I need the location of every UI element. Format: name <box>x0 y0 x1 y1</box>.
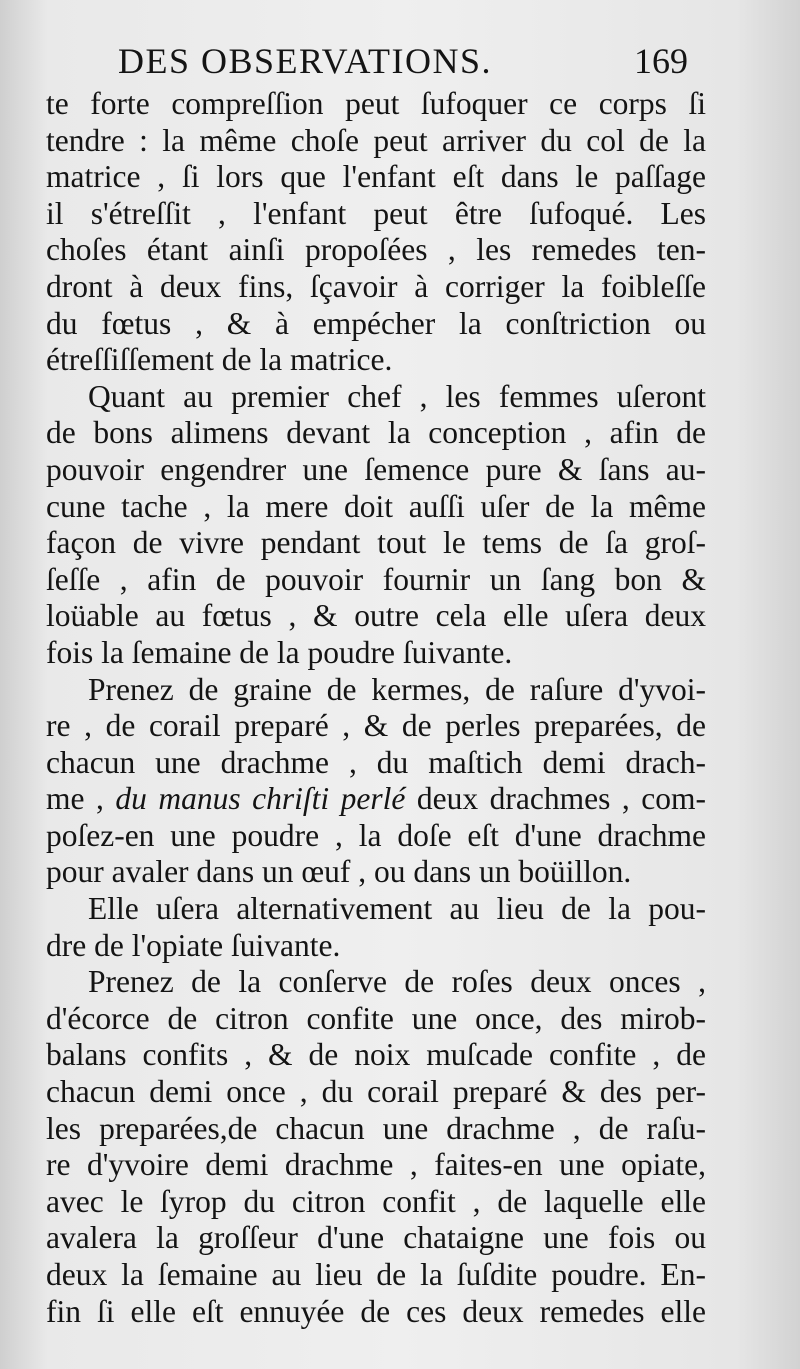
text-line: avalera la groſſeur d'une chataigne une fois ou <box>46 1220 706 1256</box>
italic-term: du manus chriſti perlé <box>115 781 406 817</box>
text-line: deux la ſemaine au lieu de la ſuſdite poudre. En- <box>46 1257 706 1292</box>
text-line: fin ſi elle eſt ennuyée de ces deux remedes elle <box>46 1293 706 1329</box>
text-line: matrice , ſi lors que l'enfant eſt dans le paſſage <box>46 159 706 195</box>
text-segment: me , <box>46 781 116 817</box>
text-line-with-italic <box>46 781 706 818</box>
paragraph-1 <box>46 86 706 379</box>
paragraph-3 <box>46 672 706 892</box>
text-line: ſeſſe , afin de pouvoir fournir un ſang bon & <box>46 561 706 597</box>
text-line: poſez-en une poudre , la doſe eſt d'une drachme <box>46 817 706 853</box>
text-line: chacun une drachme , du maſtich demi drach- <box>46 744 706 780</box>
text-line: il s'étreſſit , l'enfant peut être ſufoqué. Les <box>46 195 706 231</box>
text-line: fois la ſemaine de la poudre ſuivante. <box>46 634 513 670</box>
text-line: Elle uſera alternativement au lieu de la pou- <box>88 891 706 927</box>
text-line: re d'yvoire demi drachme , faites-en une opiate, <box>46 1147 706 1183</box>
text-line: balans confits , & de noix muſcade confite , de <box>46 1037 706 1073</box>
text-line: re , de corail preparé , & de perles preparées, de <box>46 708 706 744</box>
running-title: DES OBSERVATIONS. <box>118 41 493 81</box>
page-number: 169 <box>634 41 688 81</box>
text-line: les preparées,de chacun une drachme , de raſu- <box>46 1110 706 1146</box>
paragraph-5 <box>46 964 706 1330</box>
body-text <box>46 86 706 1330</box>
text-line: Prenez de la conſerve de roſes deux onces , <box>88 964 706 1000</box>
paragraph-4 <box>46 891 706 964</box>
text-line: pouvoir engendrer une ſemence pure & ſans au- <box>46 451 706 487</box>
text-line: étreſſiſſement de la matrice. <box>46 342 393 378</box>
text-line: d'écorce de citron confite une once, des mirob- <box>46 1000 706 1036</box>
page-header <box>118 40 688 88</box>
text-line: Prenez de graine de kermes, de raſure d'yvoi- <box>88 671 706 707</box>
text-line: choſes étant ainſi propoſées , les remedes ten- <box>46 232 706 268</box>
text-line: du fœtus , & à empécher la conſtriction ou <box>46 305 706 341</box>
text-line: dront à deux fins, ſçavoir à corriger la foibleſſe <box>46 268 706 304</box>
text-line: pour avaler dans un œuf , ou dans un boüillon. <box>46 854 632 890</box>
text-line: loüable au fœtus , & outre cela elle uſera deux <box>46 598 706 634</box>
text-line: dre de l'opiate ſuivante. <box>46 927 341 963</box>
text-line: façon de vivre pendant tout le tems de ſa groſ- <box>46 525 706 561</box>
paragraph-2 <box>46 379 706 672</box>
text-line: chacun demi once , du corail preparé & des per- <box>46 1074 706 1110</box>
text-line: avec le ſyrop du citron confit , de laquelle elle <box>46 1183 706 1219</box>
text-line: de bons alimens devant la conception , afin de <box>46 415 706 451</box>
text-line: cune tache , la mere doit auſſi uſer de la même <box>46 488 706 524</box>
text-line: tendre : la même choſe peut arriver du col de la <box>46 122 706 158</box>
text-segment: deux drachmes , com- <box>405 781 706 817</box>
text-line: Quant au premier chef , les femmes uſeront <box>88 378 706 414</box>
text-line: te forte compreſſion peut ſufoquer ce corps ſi <box>46 86 706 121</box>
